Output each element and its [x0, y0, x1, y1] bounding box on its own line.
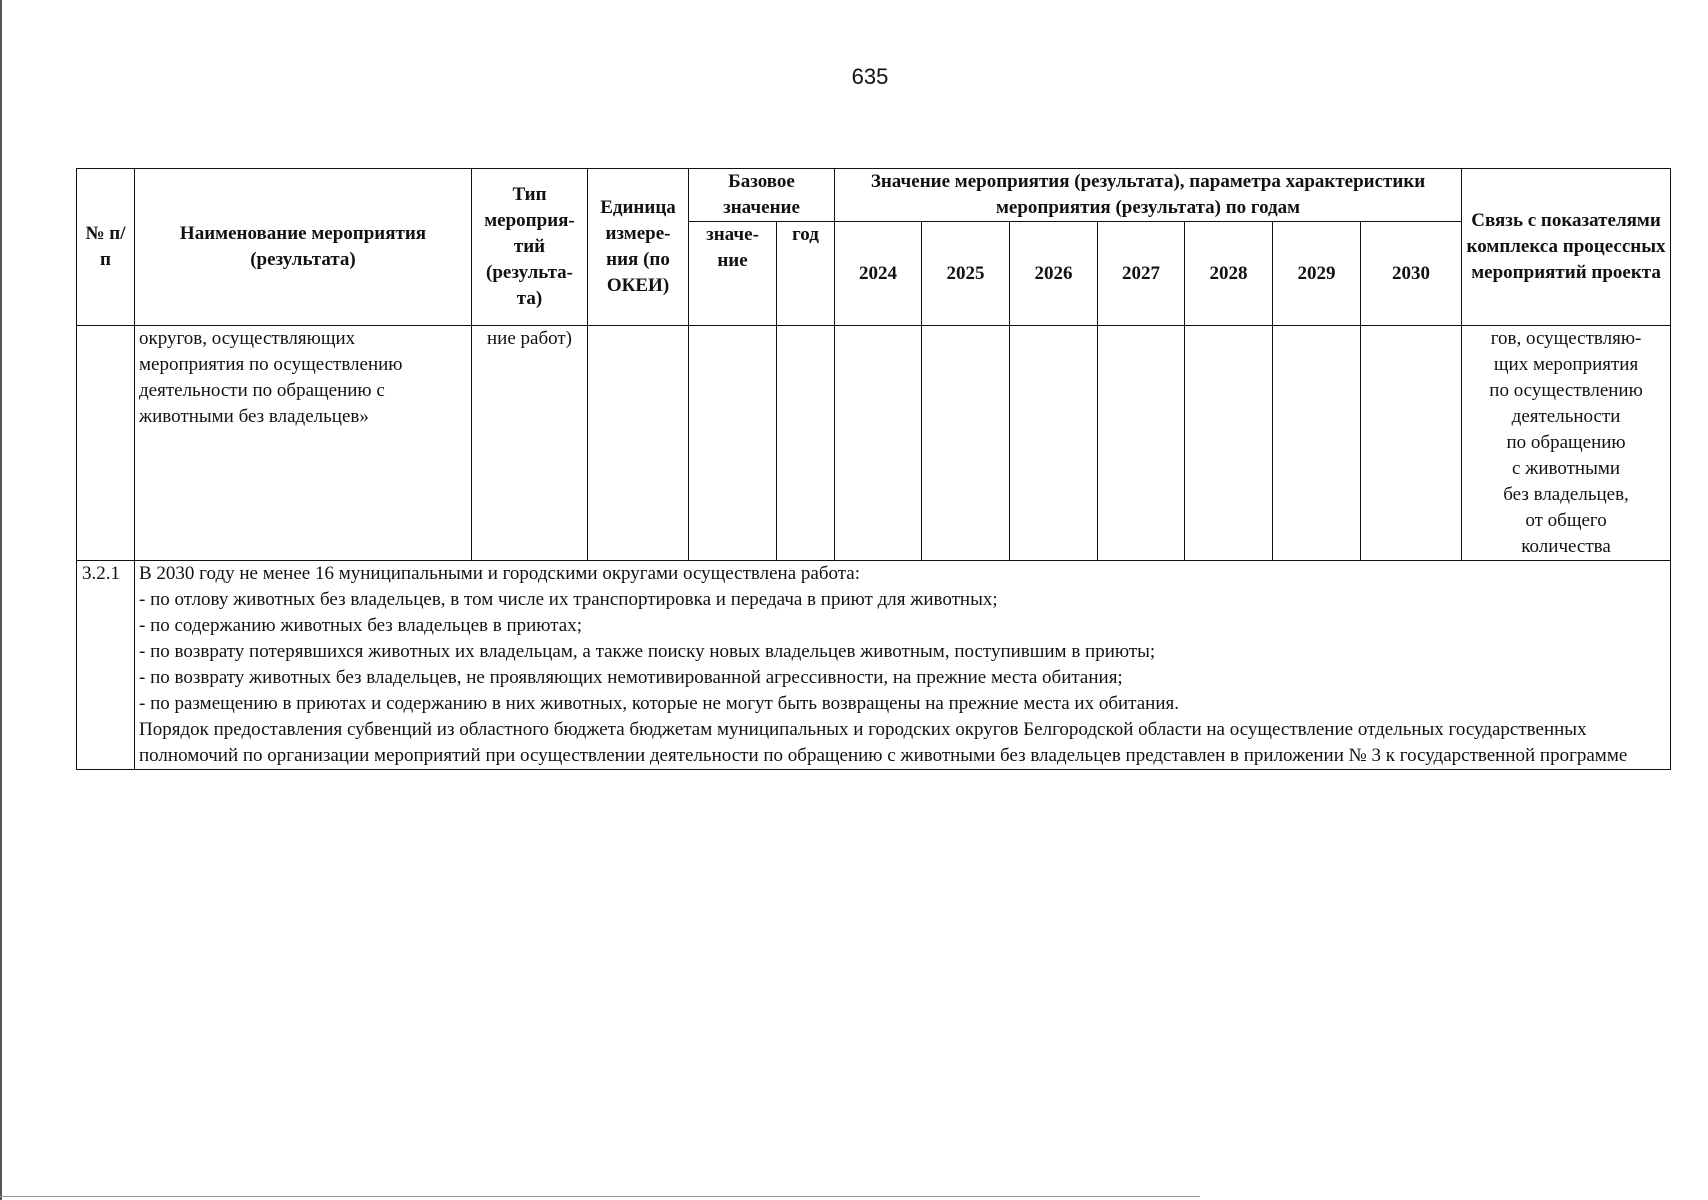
table-row-3-2-1 [77, 561, 1671, 770]
description-line: - по отлову животных без владельцев, в том числе их транспортировка и передача в приют для животных; [139, 589, 998, 610]
page-left-edge [0, 0, 2, 1200]
table-row-continued [77, 326, 1671, 561]
cell-type-continued: ние работ) [472, 326, 588, 561]
cell-unit-empty [588, 326, 689, 561]
cell-2026-empty [1010, 326, 1098, 561]
description-line: - по содержанию животных без владельцев в приютах; [139, 615, 582, 636]
header-base-year: год [777, 222, 835, 326]
page-bottom-line [0, 1196, 1200, 1197]
description-line: - по возврату животных без владельцев, не проявляющих немотивированной агрессивности, на прежние места обитания; [139, 667, 1123, 688]
header-year-2027: 2027 [1098, 222, 1185, 326]
header-type: Тип мероприя-тий (результа-та) [472, 169, 588, 326]
cell-num-3-2-1: 3.2.1 [77, 561, 135, 770]
header-link: Связь с показателями комплекса процессных мероприятий проекта [1462, 169, 1671, 326]
header-base: Базовое значение [689, 169, 835, 222]
link-line: без владельцев, [1503, 484, 1629, 505]
name-line: животными без владельцев» [139, 406, 369, 427]
cell-2029-empty [1273, 326, 1361, 561]
cell-base-value-empty [689, 326, 777, 561]
name-line: округов, осуществляющих [139, 328, 356, 349]
description-line: - по возврату потерявшихся животных их владельцам, а также поиску новых владельцев животным, поступившим в приюты; [139, 641, 1156, 662]
header-base-value: значе-ние [689, 222, 777, 326]
link-line: с животными [1512, 458, 1621, 479]
description-line: В 2030 году не менее 16 муниципальными и городскими округами осуществлена работа: [139, 563, 860, 584]
cell-link-continued [1462, 326, 1671, 561]
measures-table [76, 168, 1671, 770]
cell-2025-empty [922, 326, 1010, 561]
cell-name-continued [135, 326, 472, 561]
header-year-2024: 2024 [835, 222, 922, 326]
cell-2028-empty [1185, 326, 1273, 561]
cell-base-year-empty [777, 326, 835, 561]
header-year-2028: 2028 [1185, 222, 1273, 326]
header-year-2025: 2025 [922, 222, 1010, 326]
cell-2030-empty [1361, 326, 1462, 561]
link-line: количества [1521, 536, 1611, 557]
header-num: № п/п [77, 169, 135, 326]
name-line: мероприятия по осуществлению [139, 354, 403, 375]
header-row-1 [77, 169, 1671, 222]
page-number: 635 [851, 64, 889, 89]
cell-num-empty [77, 326, 135, 561]
link-line: по осуществлению [1489, 380, 1643, 401]
header-values: Значение мероприятия (результата), параметра характеристики мероприятия (результата) по годам [835, 169, 1462, 222]
link-line: деятельности [1511, 406, 1621, 427]
link-line: щих мероприятия [1493, 354, 1639, 375]
header-name: Наименование мероприятия (результата) [135, 169, 472, 326]
header-unit: Единица измере-ния (по ОКЕИ) [588, 169, 689, 326]
link-line: по обращению [1506, 432, 1626, 453]
header-year-2026: 2026 [1010, 222, 1098, 326]
name-line: деятельности по обращению с [139, 380, 385, 401]
header-year-2029: 2029 [1273, 222, 1361, 326]
description-line: Порядок предоставления субвенций из областного бюджета бюджетам муниципальных и городских округов Белгородской области на осуществление отдельных государственных полномочий по организации мероприятий при осуществлении деятельности по обращению с животными без владельцев представлен в приложении № 3 к государственной программе [139, 719, 1628, 766]
header-year-2030: 2030 [1361, 222, 1462, 326]
cell-2027-empty [1098, 326, 1185, 561]
link-line: от общего [1525, 510, 1607, 531]
link-line: гов, осуществляю- [1490, 328, 1642, 349]
cell-description-3-2-1 [135, 561, 1671, 770]
description-line: - по размещению в приютах и содержанию в них животных, которые не могут быть возвращены на прежние места их обитания. [139, 693, 1179, 714]
cell-2024-empty [835, 326, 922, 561]
